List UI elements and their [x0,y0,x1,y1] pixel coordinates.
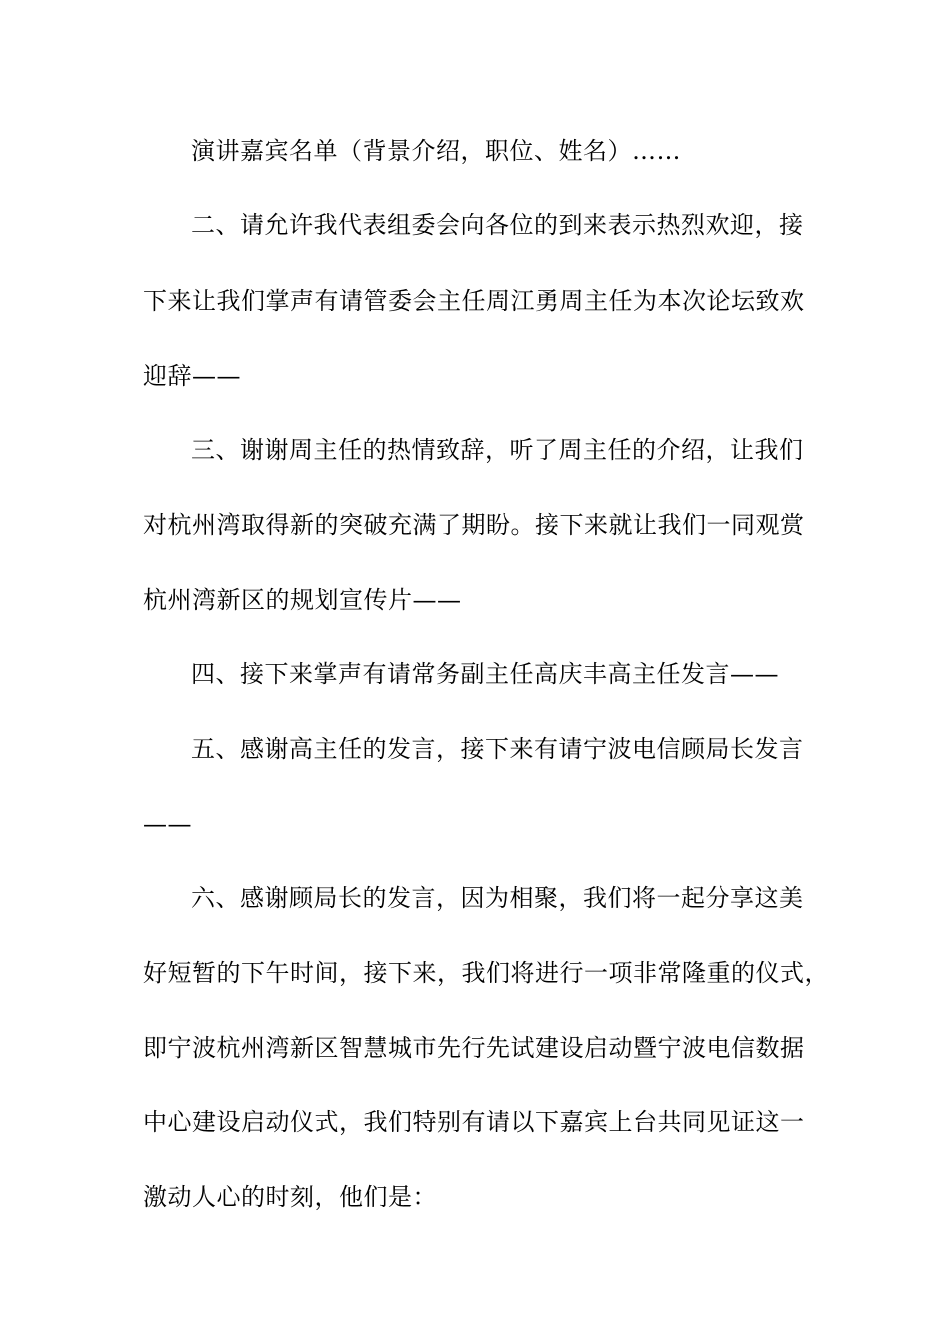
text-line-13: 即宁波杭州湾新区智慧城市先行先试建设启动暨宁波电信数据 [143,1034,805,1062]
text-line-2: 二、请允许我代表组委会向各位的到来表示热烈欢迎，接 [191,211,804,239]
text-line-1: 演讲嘉宾名单（背景介绍，职位、姓名）…… [191,137,681,165]
text-line-9: 五、感谢高主任的发言，接下来有请宁波电信顾局长发言 [191,735,804,763]
text-line-5: 三、谢谢周主任的热情致辞，听了周主任的介绍，让我们 [191,436,804,464]
text-line-6: 对杭州湾取得新的突破充满了期盼。接下来就让我们一同观赏 [143,511,805,539]
text-line-11: 六、感谢顾局长的发言，因为相聚，我们将一起分享这美 [191,884,804,912]
text-line-4: 迎辞—— [143,362,241,390]
text-line-7: 杭州湾新区的规划宣传片—— [143,586,462,614]
text-line-10: —— [143,810,192,838]
text-line-14: 中心建设启动仪式，我们特别有请以下嘉宾上台共同见证这一 [143,1108,805,1136]
text-line-8: 四、接下来掌声有请常务副主任高庆丰高主任发言—— [191,660,779,688]
text-line-12: 好短暂的下午时间，接下来，我们将进行一项非常隆重的仪式， [143,959,829,987]
text-line-3: 下来让我们掌声有请管委会主任周江勇周主任为本次论坛致欢 [143,287,805,315]
text-line-15: 激动人心的时刻，他们是： [143,1183,437,1211]
